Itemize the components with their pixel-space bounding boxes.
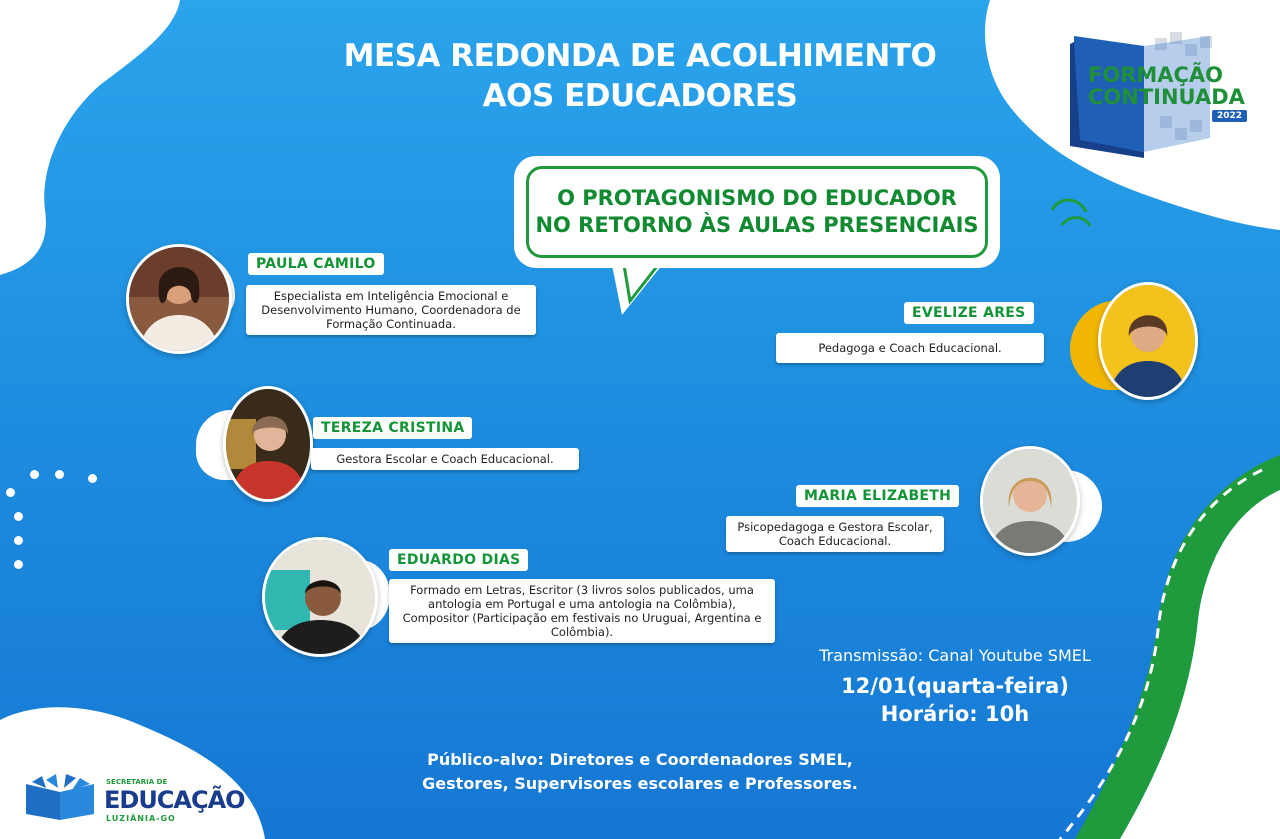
speaker-name-eduardo: EDUARDO DIAS <box>389 549 528 571</box>
decor-dot <box>30 470 39 479</box>
speaker-desc-maria: Psicopedagoga e Gestora Escolar, Coach Educacional. <box>726 516 944 552</box>
theme-text <box>526 166 988 258</box>
audience-line-2: Gestores, Supervisores escolares e Professores. <box>422 774 858 793</box>
decor-dot <box>14 536 23 545</box>
speaker-name-evelize: EVELIZE ARES <box>904 302 1034 324</box>
formacao-continuada-badge <box>1060 28 1260 163</box>
logo-city-text: LUZIÂNIA-GO <box>106 814 176 823</box>
badge-year: 2022 <box>1212 110 1247 122</box>
badge-line-1: FORMAÇÃO <box>1088 63 1224 87</box>
speaker-photo-tereza <box>223 386 313 502</box>
speaker-name-tereza: TEREZA CRISTINA <box>313 417 472 439</box>
decor-dot <box>6 488 15 497</box>
speaker-name-maria: MARIA ELIZABETH <box>796 485 959 507</box>
avatar-icon <box>983 449 1077 553</box>
speaker-desc-evelize: Pedagoga e Coach Educacional. <box>776 333 1044 363</box>
speaker-photo-eduardo <box>262 537 378 657</box>
event-date: 12/01(quarta-feira) <box>841 674 1069 698</box>
audience-info <box>360 748 920 796</box>
avatar-icon <box>265 540 375 654</box>
avatar-icon <box>1101 285 1195 397</box>
avatar-icon <box>226 389 310 499</box>
speaker-photo-maria <box>980 446 1080 556</box>
audience-line-1: Público-alvo: Diretores e Coordenadores SMEL, <box>427 750 853 769</box>
theme-bubble <box>514 156 1000 268</box>
theme-line-1: O PROTAGONISMO DO EDUCADOR <box>557 186 957 210</box>
badge-line-2: CONTINUADA <box>1088 85 1245 109</box>
secretaria-logo <box>22 768 245 828</box>
transmission-info: Transmissão: Canal Youtube SMEL <box>819 646 1091 665</box>
decor-dot <box>14 560 23 569</box>
speaker-name-paula: PAULA CAMILO <box>248 253 384 275</box>
avatar-icon <box>129 247 229 351</box>
logo-main-text: EDUCAÇÃO <box>104 786 245 814</box>
title-line-1: MESA REDONDA DE ACOLHIMENTO <box>343 38 937 74</box>
speaker-desc-tereza: Gestora Escolar e Coach Educacional. <box>311 448 579 470</box>
decor-dot <box>55 470 64 479</box>
speaker-photo-paula <box>126 244 232 354</box>
speaker-desc-paula: Especialista em Inteligência Emocional e Desenvolvimento Humano, Coordenadora de Formação Continuada. <box>246 285 536 335</box>
decor-dot <box>88 474 97 483</box>
event-time: Horário: 10h <box>880 702 1030 726</box>
speaker-desc-eduardo: Formado em Letras, Escritor (3 livros solos publicados, uma antologia em Portugal e uma antologia na Colômbia), Compositor (Participação em festivais no Uruguai, Argentina e Colômbia). <box>389 579 775 643</box>
page-title <box>300 36 980 116</box>
theme-line-2: NO RETORNO ÀS AULAS PRESENCIAIS <box>535 213 979 237</box>
title-line-2: AOS EDUCADORES <box>482 78 798 114</box>
book-logo-icon <box>22 774 102 824</box>
logo-top-text: SECRETARIA DE <box>106 778 168 786</box>
speaker-photo-evelize <box>1098 282 1198 400</box>
decor-dot <box>14 512 23 521</box>
